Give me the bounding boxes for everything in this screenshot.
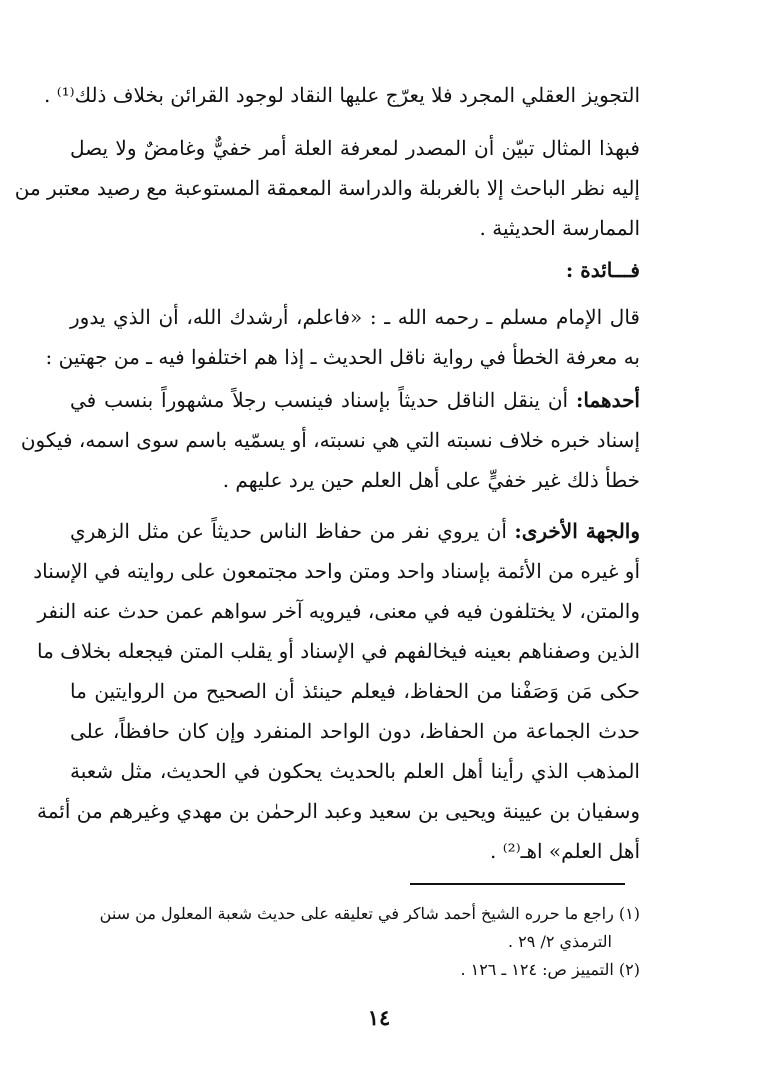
- paragraph-second-aspect: [33, 511, 640, 871]
- footnote-divider: [410, 883, 625, 885]
- text-line: أهل العلم» اهـ⁽²⁾ .: [490, 839, 640, 863]
- text-line: المذهب الذي رأينا أهل العلم بالحديث يحكون في الحديث، مثل شعبة: [70, 759, 640, 783]
- text-line: فبهذا المثال تبيّن أن المصدر لمعرفة العلة أمر خفيٌّ وغامضٌ ولا يصل: [70, 136, 640, 160]
- text-line: حدث الجماعة من الحفاظ، دون الواحد المنفرد وإن كان حافظاً، على: [70, 719, 640, 743]
- text-line: والجهة الأخرى: أن يروي نفر من حفاظ الناس حديثاً عن مثل الزهري: [70, 519, 640, 543]
- paragraph-intro: [44, 75, 640, 115]
- text-line: إليه نظر الباحث إلا بالغربلة والدراسة المعمقة المستوعبة مع رصيد معتبر من: [14, 176, 640, 200]
- text-line: أو غيره من الأئمة بإسناد واحد ومتن واحد مجتمعون على روايته في الإسناد: [33, 559, 640, 583]
- page-number: ١٤: [367, 1005, 391, 1030]
- paragraph-quote-intro: [45, 297, 640, 377]
- text-line: وسفيان بن عيينة ويحيى بن سعيد وعبد الرحمٰن بن مهدي وغيرهم من أئمة: [37, 799, 640, 823]
- section-heading: فـــائدة :: [565, 258, 640, 282]
- footnote-1: (١) راجع ما حرره الشيخ أحمد شاكر في تعليقه على حديث شعبة المعلول من سنن: [99, 904, 640, 923]
- text-line: الذين وصفناهم بعينه فيخالفهم في الإسناد أو يقلب المتن فيجعله بخلاف ما: [36, 639, 640, 663]
- text-line: خطأ ذلك غير خفيٍّ على أهل العلم حين يرد عليهم .: [222, 468, 640, 492]
- lead-term: والجهة الأخرى:: [514, 519, 640, 543]
- text-line: التجويز العقلي المجرد فلا يعرّج عليها النقاد لوجود القرائن بخلاف ذلك⁽¹⁾ .: [44, 83, 640, 107]
- footnote-1-continuation: الترمذي ٢/ ٢٩ .: [508, 932, 612, 951]
- text-line: قال الإمام مسلم ـ رحمه الله ـ : «فاعلم، أرشدك الله، أن الذي يدور: [70, 305, 640, 329]
- lead-term: أحدهما:: [575, 388, 640, 412]
- text-line: الممارسة الحديثية .: [479, 216, 640, 240]
- text-line: إسناد خبره خلاف نسبته التي هي نسبته، أو يسمّيه باسم سوى اسمه، فيكون: [20, 428, 640, 452]
- text-line: حكى مَن وَصَفْنا من الحفاظ، فيعلم حينئذ أن الصحيح من الروايتين ما: [70, 679, 640, 703]
- paragraph-conclusion: [14, 128, 640, 248]
- text-line: والمتن، لا يختلفون فيه في معنى، فيرويه آخر سواهم عمن حدث عنه النفر: [37, 599, 640, 623]
- footnotes: [70, 900, 640, 984]
- paragraph-first-aspect: [20, 380, 640, 500]
- text-line: به معرفة الخطأ في رواية ناقل الحديث ـ إذا هم اختلفوا فيه ـ من جهتين :: [45, 345, 640, 369]
- text-line: أحدهما: أن ينقل الناقل حديثاً بإسناد فينسب رجلاً مشهوراً بنسب في: [70, 388, 640, 412]
- footnote-2: (٢) التمييز ص: ١٢٤ ـ ١٢٦ .: [460, 960, 640, 979]
